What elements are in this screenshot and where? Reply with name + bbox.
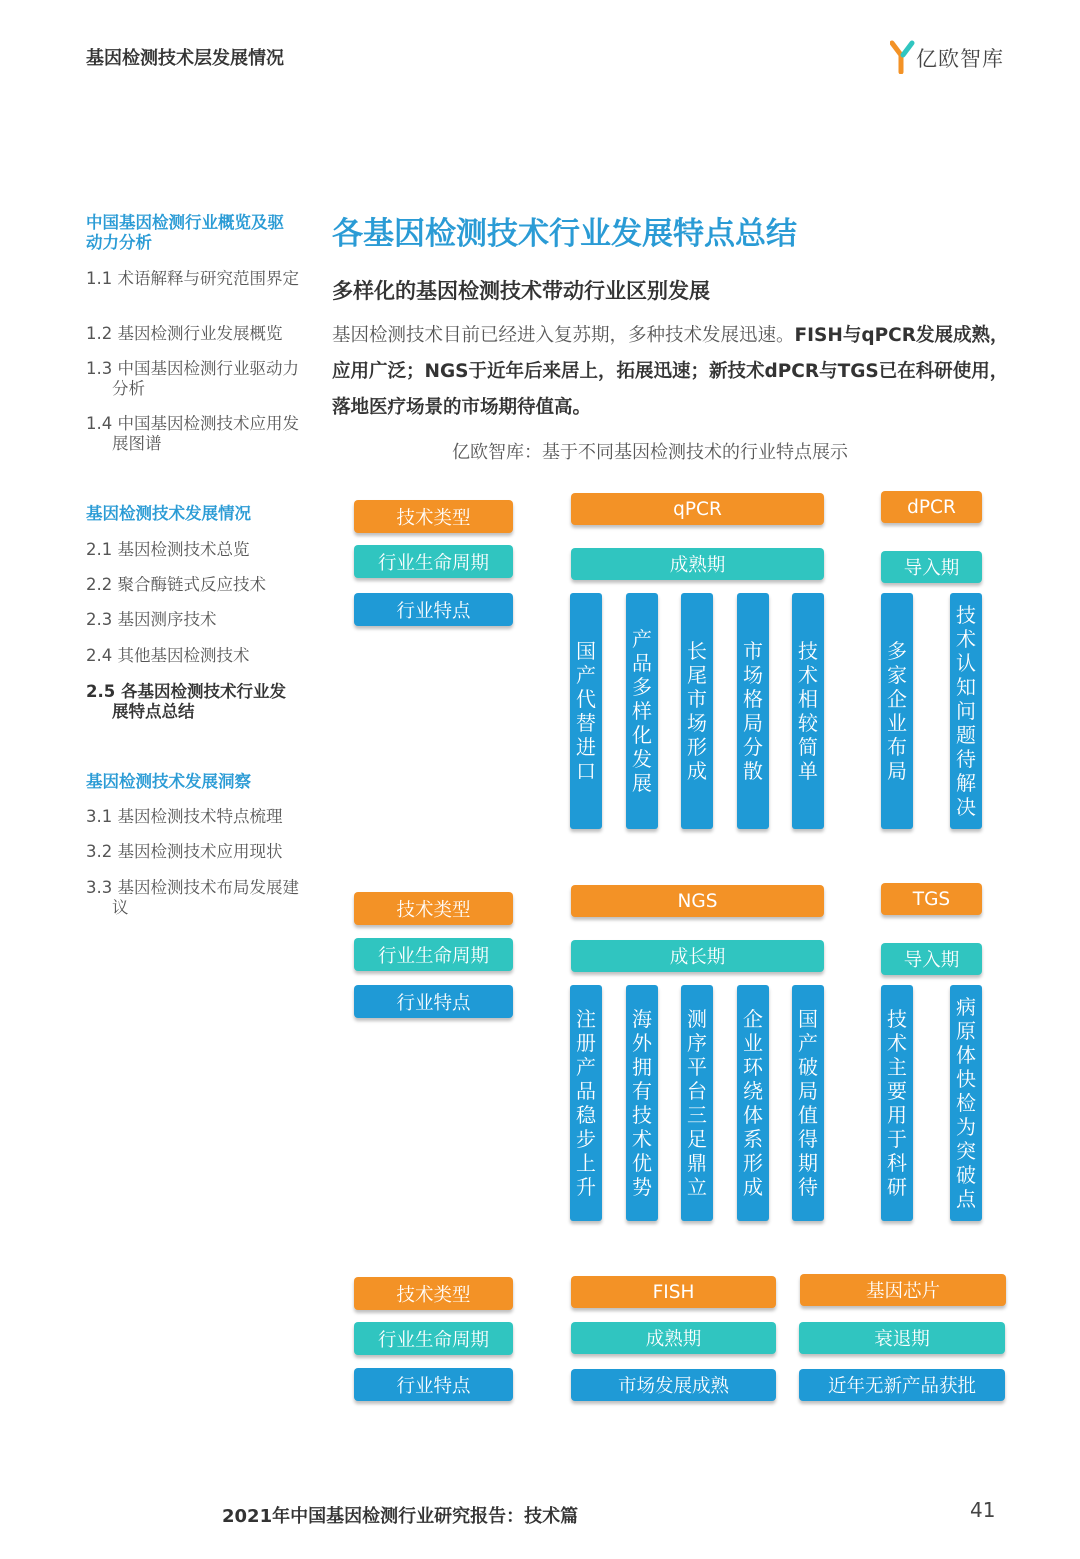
feature-tgs xyxy=(881,985,913,1221)
row-label-type: 技术类型 xyxy=(354,892,513,925)
toc-section-3[interactable]: 基因检测技术发展洞察 xyxy=(86,772,251,791)
logo-icon xyxy=(890,40,916,74)
tech-gene-chip: 基因芯片 xyxy=(800,1274,1006,1306)
row-label-feature: 行业特点 xyxy=(354,593,513,626)
toc-section-2[interactable]: 基因检测技术发展情况 xyxy=(86,504,251,523)
stage-ngs: 成长期 xyxy=(571,940,824,972)
toc-item[interactable] xyxy=(86,807,301,827)
feature-fish: 市场发展成熟 xyxy=(571,1369,776,1401)
toc-item-label: 1.3 中国基因检测行业驱动力分析 xyxy=(86,359,299,398)
summary-paragraph xyxy=(332,318,1012,426)
logo xyxy=(890,40,1020,76)
toc-item[interactable] xyxy=(86,575,301,595)
row-label-lifecycle: 行业生命周期 xyxy=(354,1322,513,1355)
feature-text: 技术相较简单 xyxy=(798,639,818,783)
feature-text: 企业环绕体系形成 xyxy=(743,1007,763,1199)
toc-item-label: 1.4 中国基因检测技术应用发展图谱 xyxy=(86,414,299,453)
subheading: 多样化的基因检测技术带动行业区别发展 xyxy=(332,279,710,303)
feature-qpcr xyxy=(570,593,602,829)
feature-text: 产品多样化发展 xyxy=(632,627,652,795)
stage-dpcr: 导入期 xyxy=(881,551,982,583)
page-title: 各基因检测技术行业发展特点总结 xyxy=(332,216,797,252)
toc-item-label: 1.2 基因检测行业发展概览 xyxy=(86,324,283,343)
toc-item-label: 2.4 其他基因检测技术 xyxy=(86,646,250,665)
feature-dpcr xyxy=(950,593,982,829)
feature-ngs xyxy=(737,985,769,1221)
toc-item-label: 2.5 各基因检测技术行业发展特点总结 xyxy=(86,682,286,721)
toc-item[interactable] xyxy=(86,878,301,918)
stage-fish: 成熟期 xyxy=(571,1322,776,1354)
feature-text: 长尾市场形成 xyxy=(687,639,707,783)
header-title: 基因检测技术层发展情况 xyxy=(86,48,284,69)
feature-ngs xyxy=(626,985,658,1221)
logo-text: 亿欧智库 xyxy=(916,47,1004,71)
toc-section-1[interactable]: 中国基因检测行业概览及驱动力分析 xyxy=(86,213,284,252)
tech-qpcr: qPCR xyxy=(571,493,824,525)
row-label-lifecycle: 行业生命周期 xyxy=(354,545,513,578)
row-label-type: 技术类型 xyxy=(354,1277,513,1310)
feature-text: 国产代替进口 xyxy=(576,639,596,783)
row-label-feature: 行业特点 xyxy=(354,985,513,1018)
toc-item[interactable] xyxy=(86,269,301,289)
toc-item[interactable] xyxy=(86,646,301,666)
toc-item[interactable] xyxy=(86,414,301,454)
toc-item[interactable] xyxy=(86,842,301,862)
stage-tgs: 导入期 xyxy=(881,943,982,975)
feature-text: 测序平台三足鼎立 xyxy=(687,1007,707,1199)
feature-text: 注册产品稳步上升 xyxy=(576,1007,596,1199)
tech-ngs: NGS xyxy=(571,885,824,917)
row-label-type: 技术类型 xyxy=(354,500,513,533)
tech-dpcr: dPCR xyxy=(881,491,982,523)
feature-text: 病原体快检为突破点 xyxy=(956,995,976,1211)
figure-caption: 亿欧智库：基于不同基因检测技术的行业特点展示 xyxy=(452,442,848,463)
feature-qpcr xyxy=(626,593,658,829)
feature-qpcr xyxy=(737,593,769,829)
toc-item-label: 2.3 基因测序技术 xyxy=(86,610,217,629)
paragraph-text: 基因检测技术目前已经进入复苏期，多种技术发展迅速。 xyxy=(332,325,795,346)
feature-tgs xyxy=(950,985,982,1221)
feature-gene-chip: 近年无新产品获批 xyxy=(799,1369,1005,1401)
paragraph-emphasis: FISH与qPCR发展成熟，应用广泛；NGS于近年后来居上，拓展迅速；新技术dPCR与TGS已在科研使用，落地医疗场景的市场期待值高。 xyxy=(332,325,1009,418)
toc-item[interactable] xyxy=(86,324,301,344)
row-label-feature: 行业特点 xyxy=(354,1368,513,1401)
row-label-lifecycle: 行业生命周期 xyxy=(354,938,513,971)
feature-ngs xyxy=(570,985,602,1221)
feature-text: 国产破局值得期待 xyxy=(798,1007,818,1199)
page-number: 41 xyxy=(970,1498,996,1522)
toc-item-label: 2.2 聚合酶链式反应技术 xyxy=(86,575,266,594)
toc-item[interactable] xyxy=(86,359,301,399)
feature-dpcr xyxy=(881,593,913,829)
tech-tgs: TGS xyxy=(881,883,982,915)
feature-qpcr xyxy=(681,593,713,829)
toc-item-label: 2.1 基因检测技术总览 xyxy=(86,540,250,559)
toc-item[interactable] xyxy=(86,540,301,560)
feature-text: 多家企业布局 xyxy=(887,639,907,783)
feature-text: 市场格局分散 xyxy=(743,639,763,783)
toc-item-label: 3.3 基因检测技术布局发展建议 xyxy=(86,878,299,917)
feature-ngs xyxy=(792,985,824,1221)
tech-fish: FISH xyxy=(571,1276,776,1308)
stage-qpcr: 成熟期 xyxy=(571,548,824,580)
toc-item[interactable] xyxy=(86,610,301,630)
feature-text: 技术认知问题待解决 xyxy=(956,603,976,819)
feature-ngs xyxy=(681,985,713,1221)
toc-item-active[interactable] xyxy=(86,682,301,722)
stage-gene-chip: 衰退期 xyxy=(799,1322,1005,1354)
feature-text: 技术主要用于科研 xyxy=(887,1007,907,1199)
toc-item-label: 3.1 基因检测技术特点梳理 xyxy=(86,807,283,826)
feature-text: 海外拥有技术优势 xyxy=(632,1007,652,1199)
toc-item-label: 3.2 基因检测技术应用现状 xyxy=(86,842,283,861)
feature-qpcr xyxy=(792,593,824,829)
footer-report-title: 2021年中国基因检测行业研究报告：技术篇 xyxy=(222,1506,579,1527)
toc-item-label: 1.1 术语解释与研究范围界定 xyxy=(86,269,299,288)
